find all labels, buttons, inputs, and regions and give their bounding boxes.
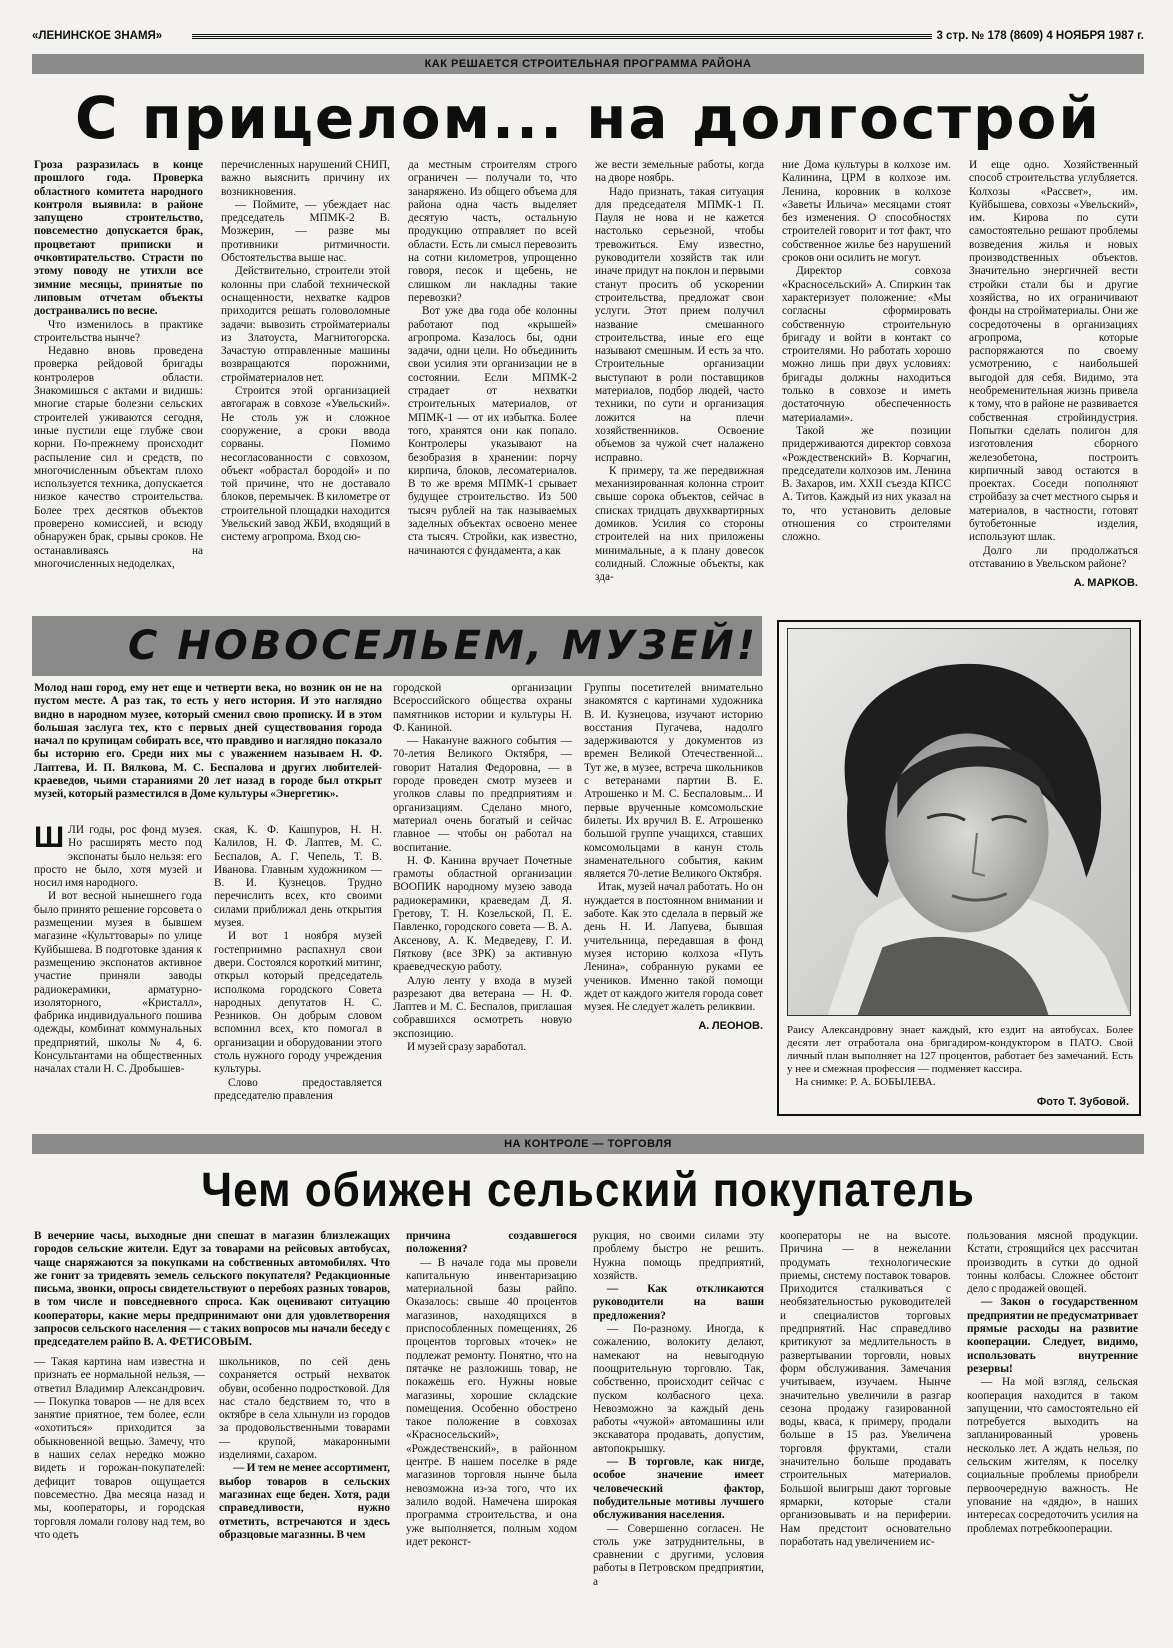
drop-cap: Ш bbox=[34, 824, 65, 854]
paragraph: — В торговле, как нигде, особое значение имеет человеческий фактор, побудительные мотивы лучшего обслуживания населения. bbox=[593, 1456, 764, 1522]
article-column bbox=[967, 1230, 1138, 1634]
paragraph: Что изменилось в практике строительства нынче? bbox=[34, 318, 203, 344]
paragraph: Алую ленту у входа в музей разрезают два ветерана — Н. Ф. Лаптев и М. С. Беспалов, приглашая собравшихся осмотреть новую экспозицию. bbox=[393, 974, 572, 1040]
article-column bbox=[34, 824, 202, 1116]
article-column bbox=[214, 824, 382, 1116]
paragraph: Директор совхоза «Красносельский» А. Спиркин так характеризует положение: «Мы согласны сформировать собственную строительную бригаду и войти в контакт со строителями. Но работать хорошо можно лишь при двух условиях: бригады должны находиться только в совхозе и иметь достаточную обеспеченность материалами». bbox=[782, 265, 951, 424]
paragraph: Недавно вновь проведена проверка рейдовой бригады контролеров области. Знакомишься с актами и видишь: многие старые болезни сельских строителей уживаются сегодня, иные пустили еще глубже свои корни. По-прежнему происходит распыление сил и средств, по многочисленным объектам плохо используется техника, допускается низкое качество строительства. Более трех десятков объектов проверено комиссией, и всюду обнаружен брак, срывы сроков. Не останавливаясь на многочисленных недоделках, bbox=[34, 345, 203, 570]
paragraph: пользования мясной продукции. Кстати, строящийся цех рассчитан производить в сутки до одной тонны колбасы. Сложнее обстоит дело с продажей овощей. bbox=[967, 1230, 1138, 1296]
paragraph: И музей сразу заработал. bbox=[407, 1041, 527, 1054]
paragraph: Итак, музей начал работать. Но он нуждается в постоянном внимании и заботе. Как это сделала в первый же день Н. И. Лапуева, бывшая учительница, передавшая в фонд музея историю колхоза «Путь Ленина», собранную руками ее учеников. Именно такой помощи ждет от каждого жителя города совет музея. Не следует жалеть реликвии. bbox=[584, 881, 763, 1014]
paragraph: ШЛИ годы, рос фонд музея. Но расширять место под экспонаты было нельзя: его просто не было, хотя музей и носил имя народного. bbox=[34, 824, 202, 890]
paragraph: — Поймите, — убеждает нас председатель МПМК-2 В. Мозжерин, — разве мы противники ритмичности. Обстоятельства выше нас. bbox=[221, 198, 390, 265]
photo-block bbox=[777, 620, 1141, 1116]
rubric-trade: НА КОНТРОЛЕ — ТОРГОВЛЯ bbox=[32, 1134, 1144, 1154]
page-header bbox=[32, 24, 1144, 48]
article-column bbox=[393, 682, 572, 1118]
article-column bbox=[593, 1230, 764, 1634]
paragraph: — И тем не менее ассортимент, выбор товаров в сельских магазинах еще беден. Хотя, ради справедливости, нужно отметить, встречаются и здесь образцовые магазины. В чем bbox=[219, 1462, 390, 1541]
article-column bbox=[595, 159, 764, 611]
article-column bbox=[219, 1356, 390, 1634]
photo-subject: На снимке: Р. А. БОБЫЛЕВА. bbox=[795, 1076, 936, 1088]
paragraph: И еще одно. Хозяйственный способ строительства углубляется. Колхозы «Рассвет», им. Куйбышева, совхозы «Увельский», им. Кирова по сути самостоятельно решают проблемы возведения жилья и новых производственных объектов. Значительно энергичней вести стройки стали бы и другие хозяйства, но их ограничивают фонды на стройматериалы. Они же сосредоточены в организациях агропрома, которые распоряжаются по своему усмотрению, с наибольшей выгодой для себя. Видимо, эта необременительная жизнь привела к тому, что в районе не развивается собственная стройиндустрия. Попытки сделать полигон для изготовления сборного железобетона, построить кирпичный завод остаются в проектах. Соседи пополняют стройбазу за счет местного сырья и материалов, в частности, готовят бутобетонные изделия, используют шлак. bbox=[969, 159, 1138, 544]
headline-construction: С прицелом... на долгострой bbox=[74, 84, 1102, 152]
paragraph: Вот уже два года обе колонны работают под «крышей» агропрома. Казалось бы, одни задачи, одни цели. Но объединить свои усилия эти организации не в состоянии. Если МПМК-2 страдает от нехватки строительных материалов, от МПМК-1 — от их избытка. Более того, хранятся они как попало. Контролеры указывают на безобразия в хранении: порчу кирпича, блоков, лесоматериалов. В то же время МПМК-1 срывает будущее строительство. Из 500 тысяч рублей на так называемых заделных объектах освоено менее ста тысяч. Стройки, как известно, начинаются с фундамента, а как bbox=[408, 305, 577, 557]
article-column bbox=[34, 159, 203, 611]
paragraph: — На мой взгляд, сельская кооперация находится в таком запущении, что самостоятельно ей потребуется выходить на запланированный уровень несколько лет. А ждать нельзя, по сельским жителям, к поселку социальные проблемы приобрели первоочередную важность. Не упование на «дядю», в наших интересах сосредоточить усилия на проблемах потребкооперации. bbox=[967, 1376, 1138, 1535]
paragraph: — Такая картина нам известна и признать ее нормальной нельзя, — ответил Владимир Александрович. — Покупка товаров — не для всех занятие приятное, тем более, если «охотиться» приходится за обыкновенной вещью. Замечу, что в наших селах нередко можно видеть и горожан-покупателей: дефицит товаров ощущается повсеместно. Два месяца назад и мы, кооператоры, и городская торговля ломали голову над тем, во что одеть bbox=[34, 1356, 205, 1541]
paragraph: Долго ли продолжаться отставанию в Увельском районе? bbox=[969, 544, 1138, 570]
article-museum-left bbox=[34, 824, 382, 1116]
newspaper-page bbox=[28, 14, 1148, 1634]
headline-museum: С НОВОСЕЛЬЕМ, МУЗЕЙ! bbox=[128, 623, 758, 669]
portrait-photo bbox=[787, 628, 1131, 1016]
paragraph: — Совершенно согласен. Не столь уже затруднительны, в сравнении с другими, условия работы в Петровском предприятии, а bbox=[593, 1522, 764, 1588]
article-column bbox=[780, 1230, 951, 1634]
paragraph: И вот весной нынешнего года было принято решение горсовета о размещении музея в бывшем магазине «Культтовары» по улице Куйбышева. В подготовке здания к размещению экспонатов активное участие приняли заводы радиокерамики, арматурно-изоляторного, «Кристалл», фабрика индивидуального пошива одежды, комбинат коммунальных предприятий, школы № 4, 6. Консультантами на общественных началах стали Н. С. Дробышев- bbox=[34, 890, 202, 1076]
article-column bbox=[406, 1230, 577, 1634]
article-column bbox=[969, 159, 1138, 611]
paragraph: ская, К. Ф. Кашпуров, Н. Н. Калилов, Н. Ф. Лаптев, М. С. Беспалов, А. Г. Чепель, Т. В. Иванова. Главным художником — В. И. Кузнецов. Трудно перечислить всех, кто своими силами приближал день открытия музея. bbox=[214, 824, 382, 930]
headline-trade: Чем обижен сельский покупатель bbox=[201, 1164, 975, 1217]
paragraph: И вот 1 ноября музей гостеприимно распахнул свои двери. Состоялся короткий митинг, открыл который председатель исполкома городского Совета народных депутатов Н. С. Резников. Он добрым словом вспомнил всех, кто помогал в организации и оборудовании этого столь нужного городу учреждения культуры. bbox=[214, 930, 382, 1076]
paragraph: — Накануне важного события — 70-летия Великого Октября, — говорит Наталия Федоровна, — в городе проведен смотр музеев и уголков славы по предприятиям и организациям. Сделано много, материал очень богатый и сейчас главное — чтобы он работал на воспитание. bbox=[393, 735, 572, 854]
paragraph: Группы посетителей внимательно знакомятся с картинами художника В. И. Кузнецова, изучают историю восстания Пугачева, надолго задерживаются у документов из времен Великой Отечественной... Тут же, в музее, встреча школьников с ветеранами партии В. Е. Атрошенко и М. С. Беспаловым... И первые врученные комсомольские билеты. Их вручил В. Е. Атрошенко большой группе учащихся, ставших комсомольцами в канун столь знаменательного события, каким является 70-летие Великого Октября. bbox=[584, 682, 763, 881]
lead-trade: В вечерние часы, выходные дни спешат в магазин близлежащих городов сельские жители. Едут за товарами на рейсовых автобусах, чаще снаряжаются за покупками на собственных автомобилях. Что же гонит за тридевять земель сельского покупателя? Редакционные письма, звонки, опросы свидетельствуют о перебоях разных товаров, в том числе и повседневного спроса. Как оценивают ситуацию кооператоры, какие меры предпринимают они для удовлетворения запросов сельского населения — с таких вопросов мы начали беседу с председателем райпо В. А. ФЕТИСОВЫМ. bbox=[34, 1230, 390, 1349]
paper-name: «ЛЕНИНСКОЕ ЗНАМЯ» bbox=[32, 30, 163, 42]
paragraph: городской организации Всероссийского общества охраны памятников истории и культуры Н. Ф. Каниной. bbox=[393, 682, 572, 734]
paragraph: да местным строителям строго ограничен — получали то, что занаряжено. Из общего объема для района одна часть выделяет десятую часть, остальную продукцию отправляет по всей области. Есть ли смысл перевозить на сотни километров, упрощенно говоря, песок и щебень, не слишком ли накладны такие перевозки? bbox=[408, 159, 577, 304]
article-museum-right bbox=[393, 682, 763, 1118]
paragraph: школьников, по сей день сохраняется острый нехваток обуви, особенно подростковой. Для нас стало бедствием то, что в октябре в села хлынули из городов за продовольственными товарами — крупой, макаронными изделиями, сахаром. bbox=[219, 1356, 390, 1462]
paragraph: Слово предоставляется председателю правления bbox=[214, 1076, 382, 1102]
article-column bbox=[221, 159, 390, 611]
article-construction bbox=[34, 159, 1138, 611]
photo-caption: Раису Александровну знает каждый, кто ездит на автобусах. Более десяти лет отработала она бригадиром-кондуктором в ПАТО. Свой личный план выполняет на 127 процентов, работает без замечаний. Есть у нее и смежная профессия — подменяет кассира. На снимке: Р. А. БОБЫЛЕВА. bbox=[787, 1024, 1133, 1088]
paragraph: Надо признать, такая ситуация для председателя МПМК-1 П. Пауля не нова и не кажется настолько серьезной, чтобы тревожиться. Ему известно, руководители хозяйств так или иначе придут на поклон и первыми станут просить об ускорении строительства, предложат свои услуги. Этот прием получил название смешанного строительства, иные его еще называют смешным. И есть за что. Строительные организации выступают в роли поставщиков материалов, подбор людей, часто техники, по сути и организация ложится на плечи хозяйственников. Освоение объемов за чужой счет налажено исправно. bbox=[595, 185, 764, 464]
lead-museum: Молод наш город, ему нет еще и четверти века, но возник он не на пустом месте. А раз так, то есть у него история. И это наглядно видно в народном музее, который сменил свою прописку. И в этом большая заслуга тех, кто с первых дней существования города начал по крупицам собирать все, что правдиво и наглядно показало бы историю его. Среди них мы с уважением называем Н. Ф. Лаптева, И. П. Вялкова, М. С. Беспалова и других любителей-краеведов, чьими стараниями 20 лет назад в городе был открыт музей, который разместился в Доме культуры «Энергетик». bbox=[34, 682, 382, 801]
paragraph: Строится этой организацией автогараж в совхозе «Увельский». Не столь уж и сложное сооружение, а сроки ввода сорваны. Помимо несогласованности с совхозом, объект «обрастал бородой» и по той причине, что не доставало блоков, перемычек. В километре от строительной площадки находится Увельский завод ЖБИ, входящий в систему агропрома. Вход сю- bbox=[221, 385, 390, 544]
paragraph: Действительно, строители этой колонны при слабой технической оснащенности, нехватке кадров приходится решать головоломные задачи: вывозить стройматериалы из Златоуста, Магнитогорска. Зачастую отправленные машины возвращаются порожними, стройматериалов нет. bbox=[221, 265, 390, 384]
paragraph: К примеру, та же передвижная механизированная колонна строит свыше сорока объектов, сейчас в списках тридцать двухквартирных домиков. Усилия со стороны строителей на них приложены минимальные, а к плану довесок солидный. Сложные объекты, как зда- bbox=[595, 464, 764, 584]
byline: А. ЛЕОНОВ. bbox=[698, 1020, 763, 1033]
issue-info: 3 стр. № 178 (8609) 4 НОЯБРЯ 1987 г. bbox=[936, 30, 1144, 42]
article-column bbox=[34, 1356, 205, 1634]
paragraph: — В начале года мы провели капитальную инвентаризацию материальной базы райпо. Оказалось: свыше 40 процентов магазинов, находящихся в приспособленных помещениях, 26 процентов торговых «точек» не подлежат ремонту. Понятно, что на пятачке не разложишь товар, не покажешь его. Нужны новые магазины, хорошие складские помещения. Особенно обострено такое положение в совхозах «Красносельский», «Рождественский», в районном центре. В нашем поселке в ряде магазинов торговля нынче была невозможна из-за того, что их залило водой. Намечена широкая программа строительства, и она уже выполняется, полным ходом идет реконст- bbox=[406, 1256, 577, 1548]
paragraph: — Как откликаются руководители на ваши предложения? bbox=[593, 1283, 764, 1322]
article-column bbox=[782, 159, 951, 611]
paragraph: Н. Ф. Канина вручает Почетные грамоты областной организации ВООПИК народному музею завода радиокерамики, краеведам Д. Я. Гретову, Т. Н. Козельской, П. Е. Павленко, городского совета — В. А. Аксенову, А. К. Медведеву, Г. И. Пяткову (все ЗРК) за активную краеведческую работу. bbox=[393, 854, 572, 974]
rubric-construction: КАК РЕШАЕТСЯ СТРОИТЕЛЬНАЯ ПРОГРАММА РАЙОНА bbox=[32, 54, 1144, 74]
paragraph: Такой же позиции придерживаются директор совхоза «Рождественский» В. Корчагин, председатели колхозов им. Ленина В. Захаров, им. XXII съезда КПСС А. Титов. Каждый из них указал на то, что установить деловые отношения со строителями сложно. bbox=[782, 424, 951, 544]
paragraph: — Закон о государственном предприятии не предусматривает прямые расходы на развитие кооперации. Следует, видимо, использовать внутренние резервы! bbox=[967, 1296, 1138, 1375]
article-trade-left bbox=[34, 1356, 390, 1634]
byline: А. МАРКОВ. bbox=[1073, 577, 1138, 590]
article-column bbox=[584, 682, 763, 1118]
photo-credit: Фото Т. Зубовой. bbox=[1036, 1096, 1129, 1108]
article-trade-right bbox=[406, 1230, 1138, 1634]
paragraph: Гроза разразилась в конце прошлого года. Проверка областного комитета народного контроля выявила: в районе запущено строительство, повсеместно допускается брак, процветают приписки и очковтирательство. Страсти по этому поводу не утихли все зимние месяцы, принятые по липовым отчетам объекты достраивались по весне. bbox=[34, 159, 203, 318]
paragraph: кооператоры не на высоте. Причина — в нежелании продумать технологические приемы, систему поставок товаров. Приходится сталкиваться с необязательностью руководителей и специалистов торговых предприятий. Нас справедливо критикуют за медлительность в развертывании торговли, новых форм обслуживания. Замечания учитываем, изучаем. Нынче значительно увеличили в разгар сезона продажу газированной воды, кваса, к примеру, продали больше в 15 раз. Увеличена торговля фруктами, стали значительно больше продавать строительных материалов. Большой выигрыш дают торговые ярмарки, которые стали организовывать и на периферии. Нам предстоит основательно поработать над увеличением ис- bbox=[780, 1230, 951, 1548]
article-column bbox=[408, 159, 577, 611]
paragraph: же вести земельные работы, когда на дворе ноябрь. bbox=[595, 159, 764, 185]
paragraph: причина создавшегося положения? bbox=[406, 1230, 577, 1256]
paragraph: перечисленных нарушений СНИП, важно выяснить причину их возникновения. bbox=[221, 159, 390, 198]
paragraph: рукция, но своими силами эту проблему быстро не решить. Нужна помощь предприятий, хозяйств. bbox=[593, 1230, 764, 1282]
paragraph: ние Дома культуры в колхозе им. Калинина, ЦРМ в колхозе им. Ленина, коровник в колхозе «Заветы Ильича» месяцами стоят без изменения. О способностях строителей говорит и тот факт, что собственное жилье без нарушений сроков они осилить не могут. bbox=[782, 159, 951, 265]
paragraph: — По-разному. Иногда, к сожалению, волокиту делают, намекают на невыгодную поощрительную торговлю. Так, собственно, происходит сейчас с пуском колбасного цеха. Невозможно за каждый день работы «чужой» автомашины или экскаватора продавать, допустим, автопокрышку. bbox=[593, 1323, 764, 1455]
header-rule bbox=[192, 34, 932, 39]
